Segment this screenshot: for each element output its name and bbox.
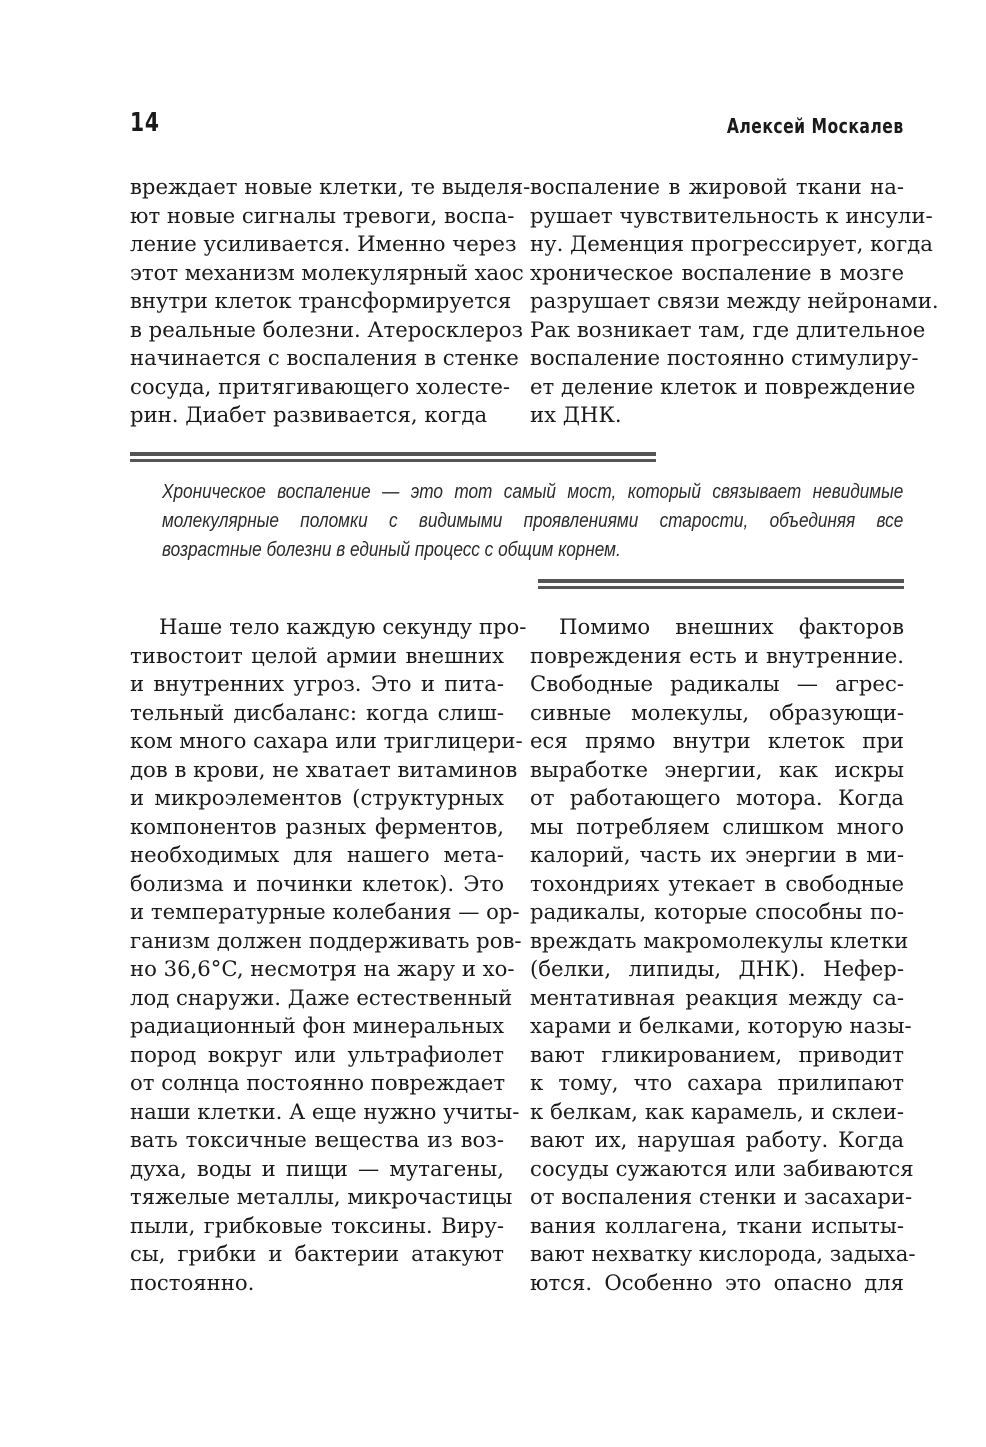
paragraph-line: внутри клеток трансформируется xyxy=(130,288,512,313)
paragraph-line: (белки, липиды, ДНК). Нефер- xyxy=(530,956,904,981)
paragraph-line: рин. Диабет развивается, когда xyxy=(130,402,488,427)
paragraph-line: воспаление постоянно стимулиру- xyxy=(530,345,919,370)
pullquote-line: возрастные болезни в единый процесс с общим корнем. xyxy=(162,539,621,561)
paragraph-line: от воспаления стенки и засахари- xyxy=(530,1184,913,1209)
pullquote-rule-bottom xyxy=(538,579,904,589)
paragraph-line: ганизм должен поддерживать ров- xyxy=(130,927,522,953)
pullquote-rule-top xyxy=(130,452,656,462)
paragraph-line: духа, воды и пищи — мутагены, xyxy=(130,1155,504,1181)
paragraph-line: тивостоит целой армии внешних xyxy=(130,642,504,668)
paragraph-line: ются. Особенно это опасно для xyxy=(530,1269,904,1295)
paragraph-line: наши клетки. А еще нужно учиты- xyxy=(130,1098,520,1124)
pullquote-line: Хроническое воспаление — это тот самый мост, который связывает невидимые xyxy=(162,481,904,503)
paragraph-line: еся прямо внутри клеток при xyxy=(530,728,904,753)
paragraph-line: вания коллагена, ткани испыты- xyxy=(530,1212,904,1238)
paragraph-line: ет деление клеток и повреждение xyxy=(530,373,916,399)
bottom-left-column xyxy=(130,613,527,1297)
paragraph-line: вают нехватку кислорода, задыха- xyxy=(530,1241,916,1266)
paragraph-line: ну. Деменция прогрессирует, когда xyxy=(530,231,933,256)
paragraph-line: калорий, часть их энергии в ми- xyxy=(530,842,904,867)
paragraph-line: ление усиливается. Именно через xyxy=(130,231,517,256)
paragraph-line: от солнца постоянно повреждает xyxy=(130,1070,506,1095)
paragraph-line: необходимых для нашего мета- xyxy=(130,842,504,867)
paragraph-line: вать токсичные вещества из воз- xyxy=(130,1127,504,1152)
pullquote-line: молекулярные поломки с видимыми проявлениями старости, объединяя все xyxy=(162,510,904,532)
paragraph-line: тельный дисбаланс: когда слиш- xyxy=(130,699,504,725)
paragraph-line: мы потребляем слишком много xyxy=(530,813,904,839)
paragraph-line: рушает чувствительность к инсули- xyxy=(530,202,933,228)
paragraph-line: ком много сахара или триглицери- xyxy=(130,728,523,753)
paragraph-line: в реальные болезни. Атеросклероз xyxy=(130,316,524,342)
paragraph-line: сы, грибки и бактерии атакуют xyxy=(130,1241,504,1266)
paragraph-line: и температурные колебания — ор- xyxy=(130,899,520,924)
paragraph-line: ют новые сигналы тревоги, воспа- xyxy=(130,202,515,228)
paragraph-line: болизма и починки клеток). Это xyxy=(130,870,504,896)
paragraph-line: лод снаружи. Даже естественный xyxy=(130,984,513,1010)
paragraph-line: этот механизм молекулярный хаос xyxy=(130,259,524,285)
paragraph-line: вреждать макромолекулы клетки xyxy=(530,927,909,953)
paragraph-line: вают их, нарушая работу. Когда xyxy=(530,1127,904,1152)
paragraph-line: вают гликированием, приводит xyxy=(530,1041,904,1067)
paragraph-line: выработке энергии, как искры xyxy=(530,756,904,782)
paragraph-line: постоянно. xyxy=(130,1269,255,1295)
paragraph-line: ментативная реакция между са- xyxy=(530,984,904,1010)
paragraph-line: сосуда, притягивающего холесте- xyxy=(130,373,511,399)
paragraph-line: Свободные радикалы — агрес- xyxy=(530,671,904,696)
pullquote xyxy=(162,478,904,565)
paragraph-line: к белкам, как карамель, и склеи- xyxy=(530,1098,904,1124)
paragraph-line: и внутренних угроз. Это и пита- xyxy=(130,671,504,696)
paragraph-line: Помимо внешних факторов xyxy=(559,614,904,639)
paragraph-line: к тому, что сахара прилипают xyxy=(530,1070,904,1095)
paragraph-line: дов в крови, не хватает витаминов xyxy=(130,756,518,782)
running-head-author: Алексей Москалев xyxy=(727,114,904,138)
paragraph-line: хроническое воспаление в мозге xyxy=(530,259,904,285)
paragraph-line: пород вокруг или ультрафиолет xyxy=(130,1041,504,1067)
paragraph-line: воспаление в жировой ткани на- xyxy=(530,174,904,199)
paragraph-line: вреждает новые клетки, те выделя- xyxy=(130,174,531,199)
paragraph-line: разрушает связи между нейронами. xyxy=(530,288,939,313)
paragraph-line: сивные молекулы, образующи- xyxy=(530,699,904,725)
paragraph-line: от работающего мотора. Когда xyxy=(530,785,904,810)
paragraph-line: Наше тело каждую секунду про- xyxy=(159,614,527,639)
paragraph-line: начинается с воспаления в стенке xyxy=(130,345,519,370)
paragraph-line: повреждения есть и внутренние. xyxy=(530,642,904,668)
paragraph-line: тяжелые металлы, микрочастицы xyxy=(130,1184,513,1209)
bottom-right-column xyxy=(530,613,916,1297)
paragraph-line: но 36,6°C, несмотря на жару и хо- xyxy=(130,956,515,981)
paragraph-line: их ДНК. xyxy=(530,402,622,427)
paragraph-line: и микроэлементов (структурных xyxy=(130,785,504,810)
page-number: 14 xyxy=(130,108,160,138)
paragraph-line: пыли, грибковые токсины. Виру- xyxy=(130,1212,504,1238)
page-header xyxy=(130,108,904,148)
top-right-column xyxy=(530,173,939,430)
paragraph-line: сосуды сужаются или забиваются xyxy=(530,1155,914,1181)
paragraph-line: радиационный фон минеральных xyxy=(130,1013,505,1038)
top-left-column xyxy=(130,173,531,430)
paragraph-line: радикалы, которые способны по- xyxy=(530,899,904,924)
paragraph-line: компонентов разных ферментов, xyxy=(130,813,504,839)
paragraph-line: харами и белками, которую назы- xyxy=(530,1013,912,1038)
paragraph-line: Рак возникает там, где длительное xyxy=(530,316,926,342)
paragraph-line: тохондриях утекает в свободные xyxy=(530,870,904,896)
